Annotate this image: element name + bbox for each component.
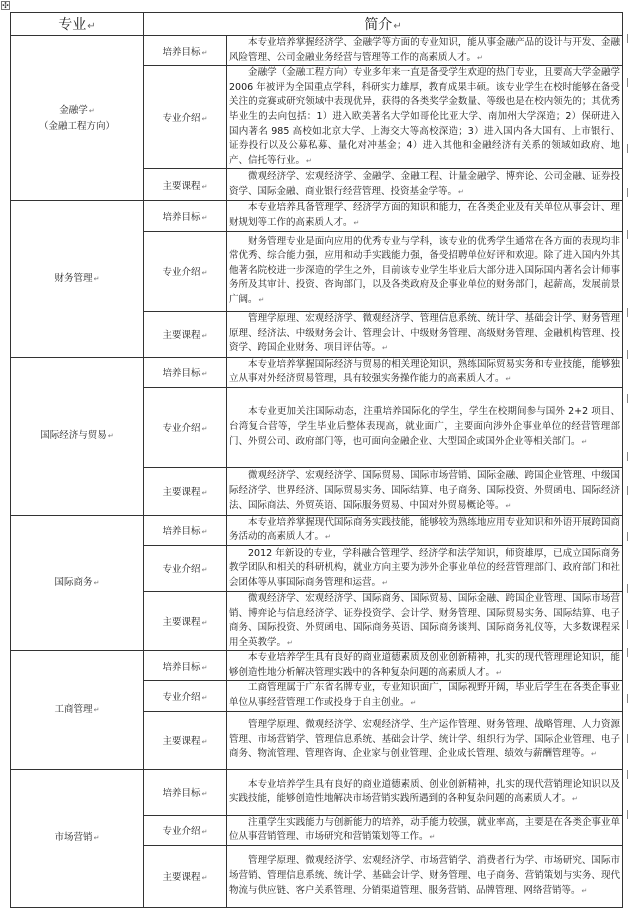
category-cell <box>144 711 227 769</box>
category-cell <box>144 681 227 711</box>
description-cell <box>227 467 623 515</box>
major-name: 国际经济与贸易 <box>40 430 107 442</box>
paragraph-mark: ↵ <box>496 668 502 677</box>
category-label: 培养目标 <box>162 368 201 380</box>
category-label: 培养目标 <box>162 46 201 58</box>
description-cell <box>227 311 623 357</box>
major-name-cell <box>11 769 144 907</box>
description-cell <box>227 169 623 201</box>
category-cell <box>144 201 227 231</box>
category-cell <box>144 769 227 815</box>
paragraph-mark: ↵ <box>581 886 588 895</box>
paragraph-mark: ↵ <box>572 795 578 804</box>
paragraph-mark: ↵ <box>201 182 208 191</box>
major-subtitle: （金融工程方向） <box>38 120 115 132</box>
paragraph-mark: ↵ <box>201 48 208 57</box>
description-text: 微观经济学、宏观经济学、金融学、金融工程、计量金融学、博弈论、公司金融、证券投资学、国际金融、商业银行经营管理、投资基金学等。 <box>229 171 621 197</box>
paragraph-mark: ↵ <box>201 828 208 837</box>
category-cell <box>144 357 227 387</box>
description-cell <box>227 36 623 66</box>
category-cell <box>144 36 227 66</box>
major-name-cell <box>11 36 144 201</box>
category-label: 培养目标 <box>162 788 201 800</box>
header-major: 专业↵ <box>11 13 144 36</box>
table-row <box>11 651 623 681</box>
paragraph-mark: ↵ <box>201 790 208 799</box>
description-text: 工商管理属于广东省名牌专业，专业知识面广，国际视野开阔，毕业后学生在各类企事业单位从事经营管理工作或投身于自主创业。 <box>229 682 621 709</box>
paragraph-mark: ↵ <box>505 375 512 384</box>
major-name: 国际商务 <box>54 577 93 588</box>
description-text: 金融学（金融工程方向）专业多年来一直是备受学生欢迎的热门专业，且要高大学金融学 2006 年被评为全国重点学科，科研实力雄厚，教育成果丰硕。该专业学生在校时能够在备受关注的竞赛或研究领域中表现优异，获得的各类奖学金数量、等级也是在校内领先的；其优秀毕业生的去向包括：1）进入欧美著名大学如哥伦比亚大学、南加州大学深造；2）保研进入国内著名 985 高校如北京大学、上海交大等高校深造；3）进入国内各大国有、上市银行、证券投行以及公募私募、量化对冲基金；4）进入其他和金融经济有关系的领域如政府、地产、信托等行业。 <box>229 67 621 166</box>
description-cell <box>227 545 623 591</box>
description-cell <box>227 515 623 545</box>
category-label: 主要课程 <box>162 330 201 342</box>
category-label: 培养目标 <box>162 211 201 223</box>
paragraph-mark: ↵ <box>287 638 293 647</box>
table-row <box>11 201 623 231</box>
paragraph-mark: ↵ <box>477 53 483 62</box>
paragraph-mark: ↵ <box>201 566 208 575</box>
paragraph-mark: ↵ <box>306 156 312 165</box>
description-text: 管理学原理、宏观经济学、微观经济学、管理信息系统、统计学、基础会计学、财务管理原理、经济法、中级财务会计、管理会计、中级财务管理、高级财务管理、金融机构管理、投资学、跨国企业财务、项目评估等。 <box>229 313 621 354</box>
category-cell <box>144 845 227 907</box>
description-cell <box>227 711 623 769</box>
paragraph-mark: ↵ <box>201 370 208 379</box>
major-name: 工商管理 <box>54 703 93 715</box>
major-name-cell <box>11 201 144 357</box>
paragraph-mark: ↵ <box>93 579 100 587</box>
category-label: 专业介绍 <box>162 692 201 704</box>
description-text: 本专业培养掌握现代国际商务实践技能，能够较为熟练地应用专业知识和外语开展跨国商务活动的高素质人才。 <box>229 516 621 543</box>
category-label: 专业介绍 <box>162 113 201 125</box>
description-cell <box>227 231 623 311</box>
description-text: 2012 年新设的专业，学科融合管理学、经济学和法学知识，师资雄厚，已成立国际商务教学团队和相关的科研机构，就业方向主要为涉外企事业单位的经营管理部门、政府部门和社会团体等从事国际商务管理和运营。 <box>229 547 621 588</box>
description-text: 微观经济学、宏观经济学、国际贸易、国际市场营销、国际金融、跨国企业管理、中级国际经济学、世界经济、国际贸易实务、国际结算、电子商务、国际投资、外贸函电、国际经济法、国际商法、外贸英语、国际服务贸易、中国对外贸易概论等。 <box>229 470 621 511</box>
description-cell <box>227 201 623 231</box>
category-cell <box>144 66 227 169</box>
description-cell <box>227 845 623 907</box>
paragraph-mark: ↵ <box>201 619 208 628</box>
category-cell <box>144 651 227 681</box>
paragraph-mark: ↵ <box>353 218 360 227</box>
major-name: 金融学 <box>59 104 88 116</box>
category-label: 培养目标 <box>162 661 201 673</box>
description-text: 本专业培养具备管理学、经济学方面的知识和能力，在各类企业及有关单位从事会计、理财规划等工作的高素质人才。 <box>229 202 621 228</box>
category-label: 主要课程 <box>162 617 201 629</box>
category-cell <box>144 311 227 357</box>
paragraph-mark: ↵ <box>201 663 208 672</box>
description-text: 本专业培养学生具有良好的商业道德素质、创业创新精神，扎实的现代营销理论知识以及实践技能，能够创造性地解决市场营销实践所遇到的各种复杂问题的高素质人才。 <box>229 778 621 805</box>
description-cell <box>227 387 623 467</box>
table-row <box>11 357 623 387</box>
header-intro: 简介↵ <box>144 13 623 36</box>
paragraph-mark: ↵ <box>382 578 388 587</box>
paragraph-mark: ↵ <box>201 694 208 703</box>
description-text: 微观经济学、宏观经济学、国际商务、国际贸易、国际金融、跨国企业管理、国际市场营销、博弈论与信息经济学、证券投资学、会计学、财务管理、国际贸易实务、国际结算、电子商务、国际投资、外贸函电、国际商务英语、国际商务谈判、国际商务礼仪等，大多数课程采用全英教学。 <box>229 592 621 648</box>
paragraph-mark: ↵ <box>201 332 208 341</box>
paragraph-mark: ↵ <box>201 425 208 434</box>
category-label: 专业介绍 <box>162 423 201 435</box>
category-cell <box>144 467 227 515</box>
table-header-row <box>11 13 623 36</box>
category-cell <box>144 545 227 591</box>
description-cell <box>227 651 623 681</box>
description-cell <box>227 591 623 650</box>
paragraph-mark: ↵ <box>107 432 114 441</box>
description-text: 本专业更加关注国际动态，注重培养国际化的学生，学生在校期间参与国外 2+2 项目、台湾复合营等，学生毕业后整体表现高，就业面广，主要面向涉外企事业单位的经营管理部门、外贸公司、政府部门等，也可面向金融企业、大型国企或国外企业等相关部门。 <box>229 406 621 447</box>
paragraph-mark: ↵ <box>382 344 388 353</box>
description-text: 本专业培养学生具有良好的商业道德素质及创业创新精神，扎实的现代管理理论知识，能够创造性地分析解决管理实践中的各种复杂问题的高素质人才。 <box>229 652 621 678</box>
paragraph-mark: ↵ <box>201 874 208 883</box>
category-cell <box>144 387 227 467</box>
paragraph-mark: ↵ <box>201 269 208 278</box>
paragraph-mark: ↵ <box>325 533 331 542</box>
category-label: 主要课程 <box>162 487 201 499</box>
paragraph-mark: ↵ <box>458 187 464 196</box>
paragraph-mark: ↵ <box>258 295 265 304</box>
paragraph-mark: ↵ <box>93 274 100 283</box>
right-margin-marks <box>625 34 631 824</box>
category-label: 主要课程 <box>162 180 201 192</box>
paragraph-mark: ↵ <box>93 834 100 843</box>
paragraph-mark: ↵ <box>505 501 512 510</box>
category-label: 专业介绍 <box>162 564 201 576</box>
description-text: 管理学原理、微观经济学、宏观经济学、市场营销学、消费者行为学、市场研究、国际市场营销、管理信息系统、统计学、基础会计学、财务管理、电子商务、营销策划与实务、现代物流与供应链、客户关系管理、分销渠道管理、服务营销、品牌管理、网络营销等。 <box>229 855 621 896</box>
table-row <box>11 36 623 66</box>
table-move-handle-icon[interactable]: ✣ <box>2 1 9 10</box>
paragraph-mark: ↵ <box>201 213 208 222</box>
paragraph-mark: ↵ <box>410 699 417 708</box>
description-cell <box>227 66 623 169</box>
category-label: 主要课程 <box>162 736 201 748</box>
major-name: 财务管理 <box>54 272 93 284</box>
paragraph-mark: ↵ <box>201 738 208 747</box>
description-cell <box>227 681 623 711</box>
description-text: 本专业培养掌握国际经济与贸易的相关理论知识，熟练国际贸易实务和专业技能，能够独立从事对外经济贸易管理，具有较强实务操作能力的高素质人才。 <box>229 358 621 385</box>
category-label: 培养目标 <box>162 526 201 538</box>
paragraph-mark: ↵ <box>581 437 588 446</box>
description-text: 本专业培养掌握经济学、金融学等方面的专业知识，能从事金融产品的设计与开发、金融风险管理、公司金融业务经营与管理等工作的高素质人才。 <box>229 37 621 63</box>
paragraph-mark: ↵ <box>429 833 436 842</box>
description-text: 财务管理专业是面向应用的优秀专业与学科，该专业的优秀学生通常在各方面的表现均非常优秀、综合能力强，应用和动手实践能力强，备受招聘单位好评和欢迎。除了进入国内外其他著名院校进一步深造的学生之外，目前该专业学生毕业后大部分进入国际国内著名会计师事务所及其审计、投资、咨询部门，以及各类政府及企事业单位的财务部门，起薪高，发展前景广阔。 <box>229 235 621 305</box>
description-cell <box>227 357 623 387</box>
paragraph-mark: ↵ <box>201 115 208 124</box>
description-cell <box>227 769 623 815</box>
category-cell <box>144 591 227 650</box>
major-name: 市场营销 <box>54 832 93 844</box>
paragraph-mark: ↵ <box>88 106 95 115</box>
category-label: 专业介绍 <box>162 267 201 279</box>
category-label: 专业介绍 <box>162 826 201 838</box>
category-cell <box>144 169 227 201</box>
major-name-cell <box>11 651 144 769</box>
category-cell <box>144 815 227 845</box>
description-text: 管理学原理、微观经济学、宏观经济学、生产运作管理、财务管理、战略管理、人力资源管理、市场营销学、管理信息系统、基础会计学、统计学、组织行为学、国际企业管理、电子商务、物流管理、管理咨询、企业家与创业管理、企业成长管理、绩效与薪酬管理等。 <box>229 719 621 760</box>
category-cell <box>144 231 227 311</box>
category-cell <box>144 515 227 545</box>
table-row <box>11 515 623 545</box>
description-cell <box>227 815 623 845</box>
major-name-cell <box>11 357 144 515</box>
paragraph-mark: ↵ <box>591 750 597 759</box>
table-row <box>11 769 623 815</box>
paragraph-mark: ↵ <box>93 705 100 714</box>
description-text: 注重学生实践能力与创新能力的培养，动手能力较强，就业率高，主要是在各类企事业单位从事营销管理、市场研究和营销策划等工作。 <box>229 816 621 843</box>
majors-table <box>10 12 623 908</box>
paragraph-mark: ↵ <box>201 528 208 537</box>
paragraph-mark: ↵ <box>201 489 208 498</box>
major-name-cell <box>11 515 144 651</box>
category-label: 主要课程 <box>162 872 201 884</box>
